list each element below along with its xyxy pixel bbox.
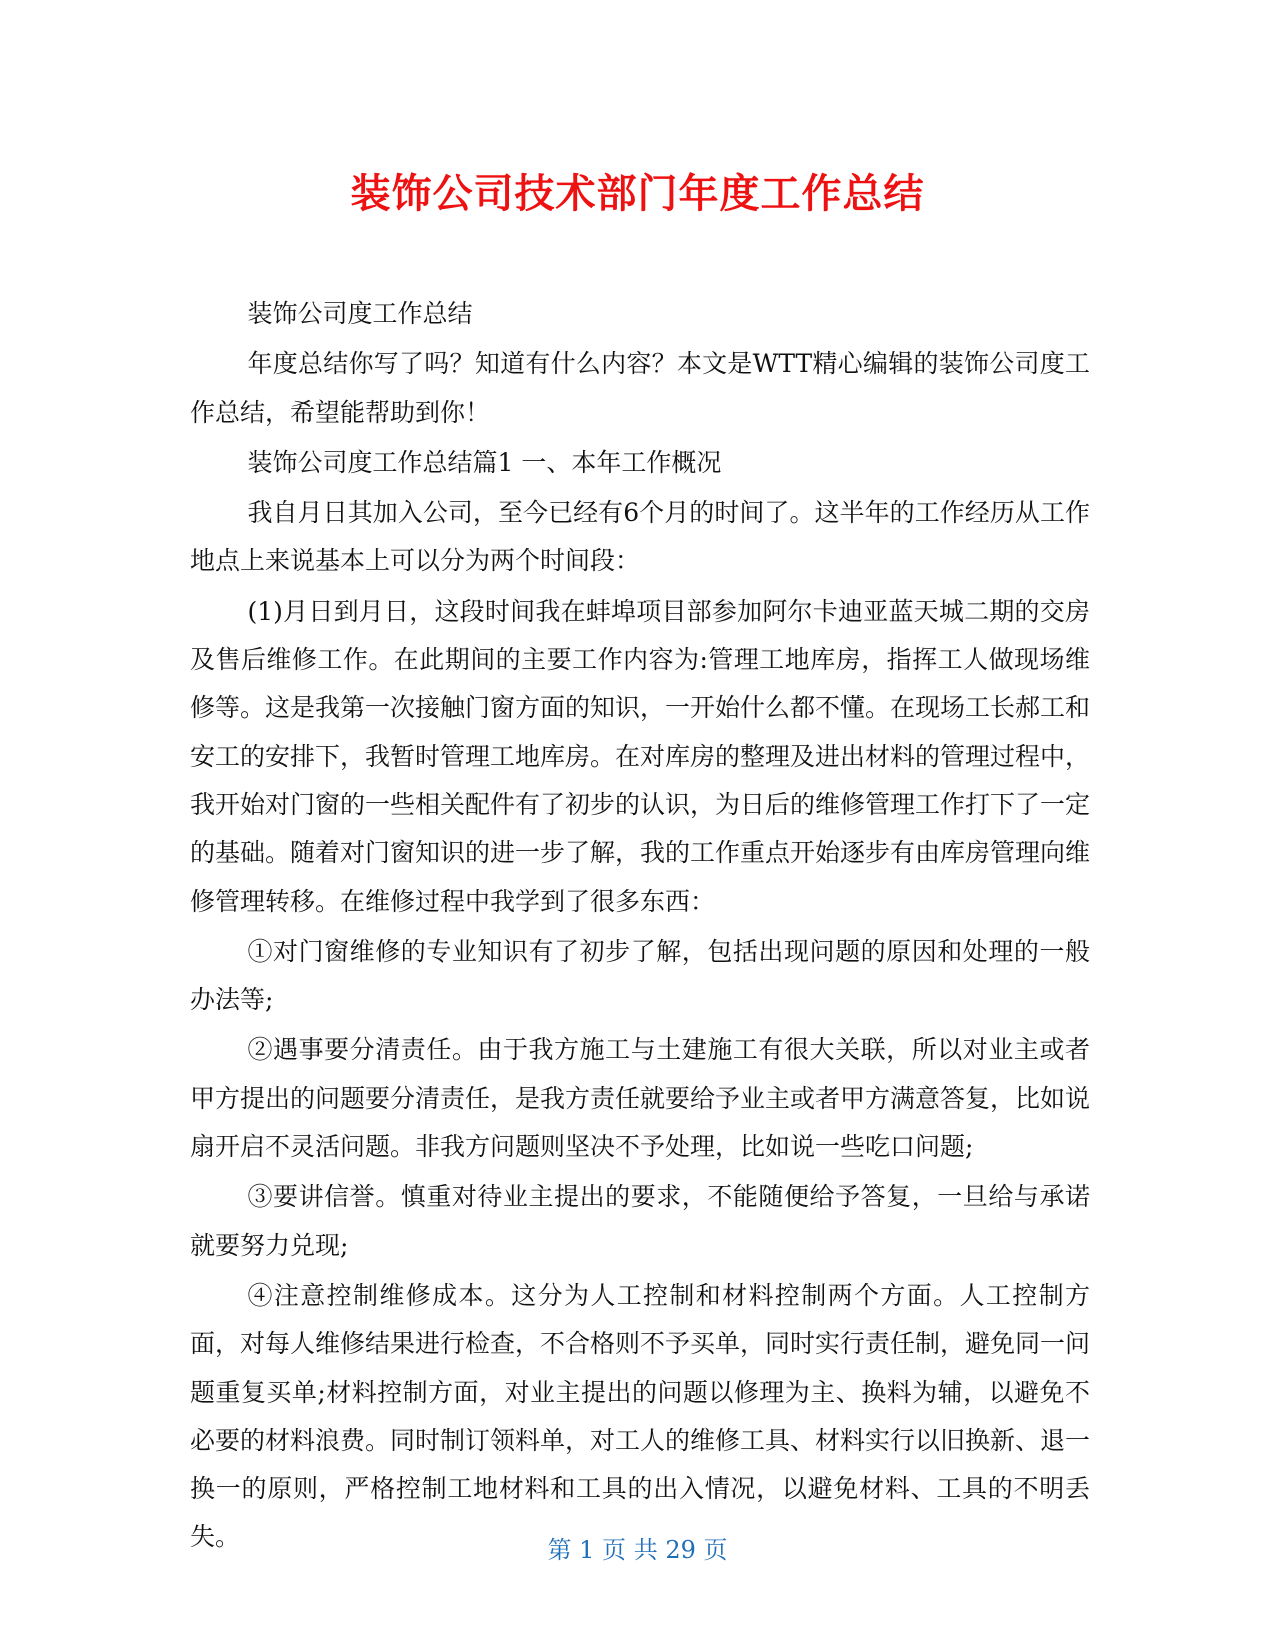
footer-label-total: 共 <box>633 1536 658 1564</box>
paragraph-item-1: ①对门窗维修的专业知识有了初步了解，包括出现问题的原因和处理的一般办法等; <box>190 936 1090 1015</box>
paragraph-intro: 年度总结你写了吗？知道有什么内容？本文是WTT精心编辑的装饰公司度工作总结，希望能帮助到你！ <box>190 349 1090 427</box>
paragraph-item-3: ③要讲信誉。慎重对待业主提出的要求，不能随便给予答复，一旦给与承诺就要努力兑现; <box>190 1182 1090 1260</box>
footer-total-pages: 29 <box>665 1536 696 1564</box>
paragraph-section-title: 装饰公司度工作总结篇1 一、本年工作概况 <box>247 447 722 477</box>
footer-label-page: 第 <box>547 1536 572 1564</box>
paragraph-overview: 我自月日其加入公司，至今已经有6个月的时间了。这半年的工作经历从工作地点上来说基本上可以分为两个时间段： <box>190 498 1090 576</box>
document-title: 装饰公司技术部门年度工作总结 <box>350 171 925 217</box>
footer-label-ye: 页 <box>602 1536 627 1564</box>
paragraph-item-2: ②遇事要分清责任。由于我方施工与土建施工有很大关联，所以对业主或者甲方提出的问题要分清责任，是我方责任就要给予业主或者甲方满意答复，比如说扇开启不灵活问题。非我方问题则坚决不予处理，比如说一些吃口问题; <box>190 1035 1091 1162</box>
page-footer <box>0 1530 1275 1565</box>
footer-current-page: 1 <box>579 1536 595 1564</box>
paragraph-period-1: (1)月日到月日，这段时间我在蚌埠项目部参加阿尔卡迪亚蓝天城二期的交房及售后维修工作。在此期间的主要工作内容为:管理工地库房，指挥工人做现场维修等。这是我第一次接触门窗方面的知识，一开始什么都不懂。在现场工长郝工和安工的安排下，我暂时管理工地库房。在对库房的整理及进出材料的管理过程中，我开始对门窗的一些相关配件有了初步的认识，为日后的维修管理工作打下了一定的基础。随着对门窗知识的进一步了解，我的工作重点开始逐步有由库房管理向维修管理转移。在维修过程中我学到了很多东西： <box>190 596 1091 916</box>
footer-label-ye-2: 页 <box>703 1536 728 1564</box>
document-body <box>190 290 1090 1564</box>
paragraph-item-4: ④注意控制维修成本。这分为人工控制和材料控制两个方面。人工控制方面，对每人维修结果进行检查，不合格则不予买单，同时实行责任制，避免同一问题重复买单;材料控制方面，对业主提出的问题以修理为主、换料为辅，以避免不必要的材料浪费。同时制订领料单，对工人的维修工具、材料实行以旧换新、退一换一的原则，严格控制工地材料和工具的出入情况，以避免材料、工具的不明丢失。 <box>190 1280 1091 1552</box>
paragraph-heading: 装饰公司度工作总结 <box>247 299 473 328</box>
